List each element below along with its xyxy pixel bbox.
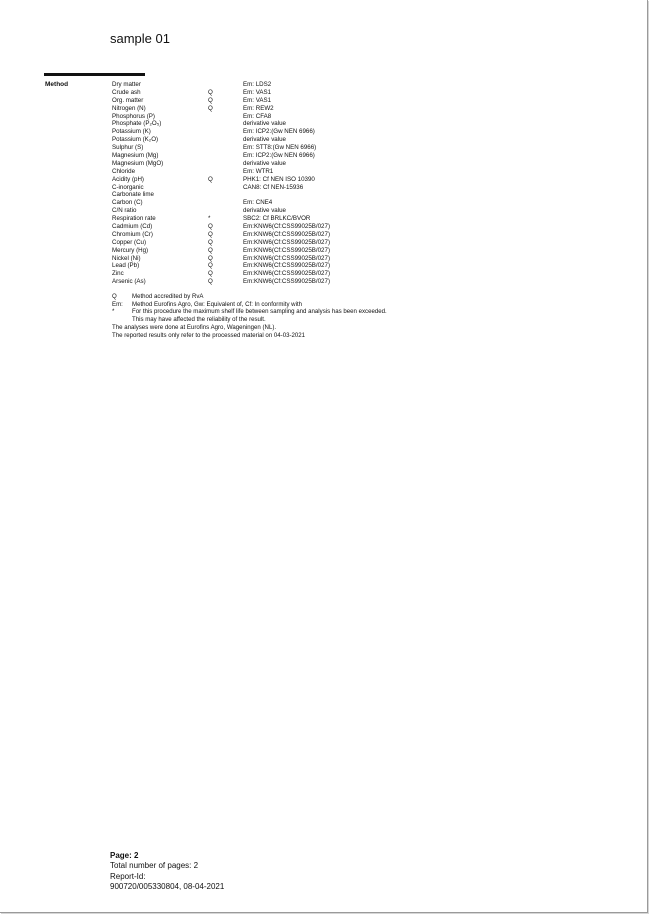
method-row (112, 262, 442, 270)
method-parameter: Sulphur (S) (112, 144, 144, 152)
method-parameter: Dry matter (112, 81, 141, 88)
method-reference: Em: WTR1 (243, 167, 274, 175)
method-accreditation-flag: Q (208, 262, 213, 270)
method-accreditation-flag: Q (208, 238, 213, 246)
method-row (112, 270, 442, 278)
method-parameter: Carbonate lime (112, 191, 154, 199)
method-parameter: Nitrogen (N) (112, 104, 146, 112)
method-reference: derivative value (243, 207, 286, 215)
method-accreditation-flag: Q (208, 278, 213, 286)
method-reference: Em: VAS1 (243, 96, 272, 104)
method-row (112, 81, 442, 89)
method-parameter: Copper (Cu) (112, 238, 147, 246)
method-reference: Em:KNW6(Cf:CSS99025B/027) (243, 278, 331, 286)
method-parameter: Potassium (K) (112, 128, 151, 136)
method-row (112, 89, 442, 97)
method-reference: Em: LDS2 (243, 81, 272, 88)
method-reference: Em:KNW6(Cf:CSS99025B/027) (243, 230, 331, 238)
method-parameter: Lead (Pb) (112, 262, 140, 270)
method-parameter: Zinc (112, 270, 124, 278)
method-row (112, 113, 442, 121)
method-row (112, 97, 442, 105)
note-em-symbol: Em: (112, 300, 123, 308)
report-id-value: 900720/005330804, 08-04-2021 (110, 881, 225, 891)
note-star-continued: This may have affected the reliability of the result. (132, 316, 266, 324)
report-id-label: Report-Id: (110, 871, 146, 881)
method-parameter: Arsenic (As) (112, 278, 146, 286)
method-row (112, 176, 442, 184)
method-parameter: C/N ratio (112, 207, 137, 215)
method-accreditation-flag: Q (208, 230, 213, 238)
method-parameter: Cadmium (Cd) (112, 223, 153, 231)
method-reference: derivative value (243, 159, 286, 167)
method-accreditation-flag: Q (208, 104, 213, 112)
method-row (112, 152, 442, 160)
method-row (112, 184, 442, 192)
method-parameter: Crude ash (112, 88, 141, 96)
method-row (112, 207, 442, 215)
method-reference: Em:KNW6(Cf:CSS99025B/027) (243, 223, 331, 231)
report-footer (110, 851, 224, 892)
method-reference: Em:KNW6(Cf:CSS99025B/027) (243, 254, 331, 262)
method-accreditation-flag: Q (208, 246, 213, 254)
note-q-text: Method accredited by RvA (132, 293, 204, 300)
method-row (112, 128, 442, 136)
method-table (112, 81, 442, 286)
method-row (112, 160, 442, 168)
method-row (112, 136, 442, 144)
method-parameter: Org. matter (112, 96, 144, 104)
method-reference: Em: VAS1 (243, 88, 272, 96)
method-parameter: Mercury (Hg) (112, 246, 149, 254)
method-row (112, 191, 442, 199)
method-parameter: Respiration rate (112, 215, 156, 223)
method-reference: Em: STT8:(Gw NEN 6966) (243, 144, 317, 152)
method-accreditation-flag: Q (208, 96, 213, 104)
method-reference: SBC2: Cf BRLKC/BVOR (243, 215, 311, 223)
method-parameter: Nickel (Ni) (112, 254, 141, 262)
method-reference: Em:KNW6(Cf:CSS99025B/027) (243, 262, 331, 270)
method-accreditation-flag: Q (208, 175, 213, 183)
method-parameter: Phosphate (P₂O₅) (112, 120, 162, 128)
note-em-text: Method Eurofins Agro, Gw: Equivalent of, Cf: In conformity with (132, 300, 303, 308)
method-reference: PHK1: Cf NEN ISO 10390 (243, 175, 315, 183)
page-number: Page: 2 (110, 851, 139, 860)
method-row (112, 168, 442, 176)
note-star-text: For this procedure the maximum shelf life between sampling and analysis has been exceeded. (132, 308, 387, 316)
method-reference: CAN8: Cf NEN-15936 (243, 183, 304, 191)
method-reference: Em:KNW6(Cf:CSS99025B/027) (243, 270, 331, 278)
method-section-label: Method (45, 81, 69, 88)
method-accreditation-flag: Q (208, 254, 213, 262)
notes-block (112, 293, 472, 339)
method-row (112, 120, 442, 128)
note-star-symbol: * (112, 308, 115, 316)
method-accreditation-flag: Q (208, 88, 213, 96)
method-row (112, 223, 442, 231)
method-row (112, 144, 442, 152)
note-em (112, 301, 472, 309)
method-parameter: C-inorganic (112, 183, 144, 191)
method-row (112, 231, 442, 239)
method-reference: derivative value (243, 120, 286, 128)
method-parameter: Chloride (112, 167, 136, 175)
method-accreditation-flag: * (208, 215, 211, 223)
method-reference: Em: ICP2:(Gw NEN 6966) (243, 152, 315, 160)
method-accreditation-flag: Q (208, 223, 213, 231)
method-parameter: Potassium (K₂O) (112, 136, 159, 144)
sample-title: sample 01 (110, 31, 170, 46)
method-parameter: Carbon (C) (112, 199, 143, 207)
note-star (112, 308, 472, 316)
method-reference: Em: REW2 (243, 104, 274, 112)
section-rule (44, 73, 145, 76)
method-row (112, 239, 442, 247)
method-parameter: Phosphorus (P) (112, 112, 155, 120)
method-reference: Em:KNW6(Cf:CSS99025B/027) (243, 238, 331, 246)
note-q (112, 293, 472, 301)
method-reference: Em: CFA8 (243, 112, 272, 120)
method-row (112, 199, 442, 207)
method-reference: Em: CNE4 (243, 199, 273, 207)
total-pages: Total number of pages: 2 (110, 861, 199, 871)
method-parameter: Magnesium (Mg) (112, 152, 159, 160)
method-parameter: Chromium (Cr) (112, 230, 153, 238)
method-row (112, 255, 442, 263)
method-row (112, 278, 442, 286)
note-results-scope: The reported results only refer to the processed material on 04-03-2021 (112, 331, 306, 339)
method-row (112, 105, 442, 113)
method-row (112, 215, 442, 223)
method-reference: Em: ICP2:(Gw NEN 6966) (243, 128, 315, 136)
method-row (112, 247, 442, 255)
method-parameter: Acidity (pH) (112, 175, 144, 183)
method-reference: Em:KNW6(Cf:CSS99025B/027) (243, 246, 331, 254)
note-q-symbol: Q (112, 293, 117, 300)
method-reference: derivative value (243, 136, 286, 144)
method-parameter: Magnesium (MgO) (112, 159, 164, 167)
note-analyses-location: The analyses were done at Eurofins Agro, Wageningen (NL). (112, 323, 277, 331)
method-accreditation-flag: Q (208, 270, 213, 278)
